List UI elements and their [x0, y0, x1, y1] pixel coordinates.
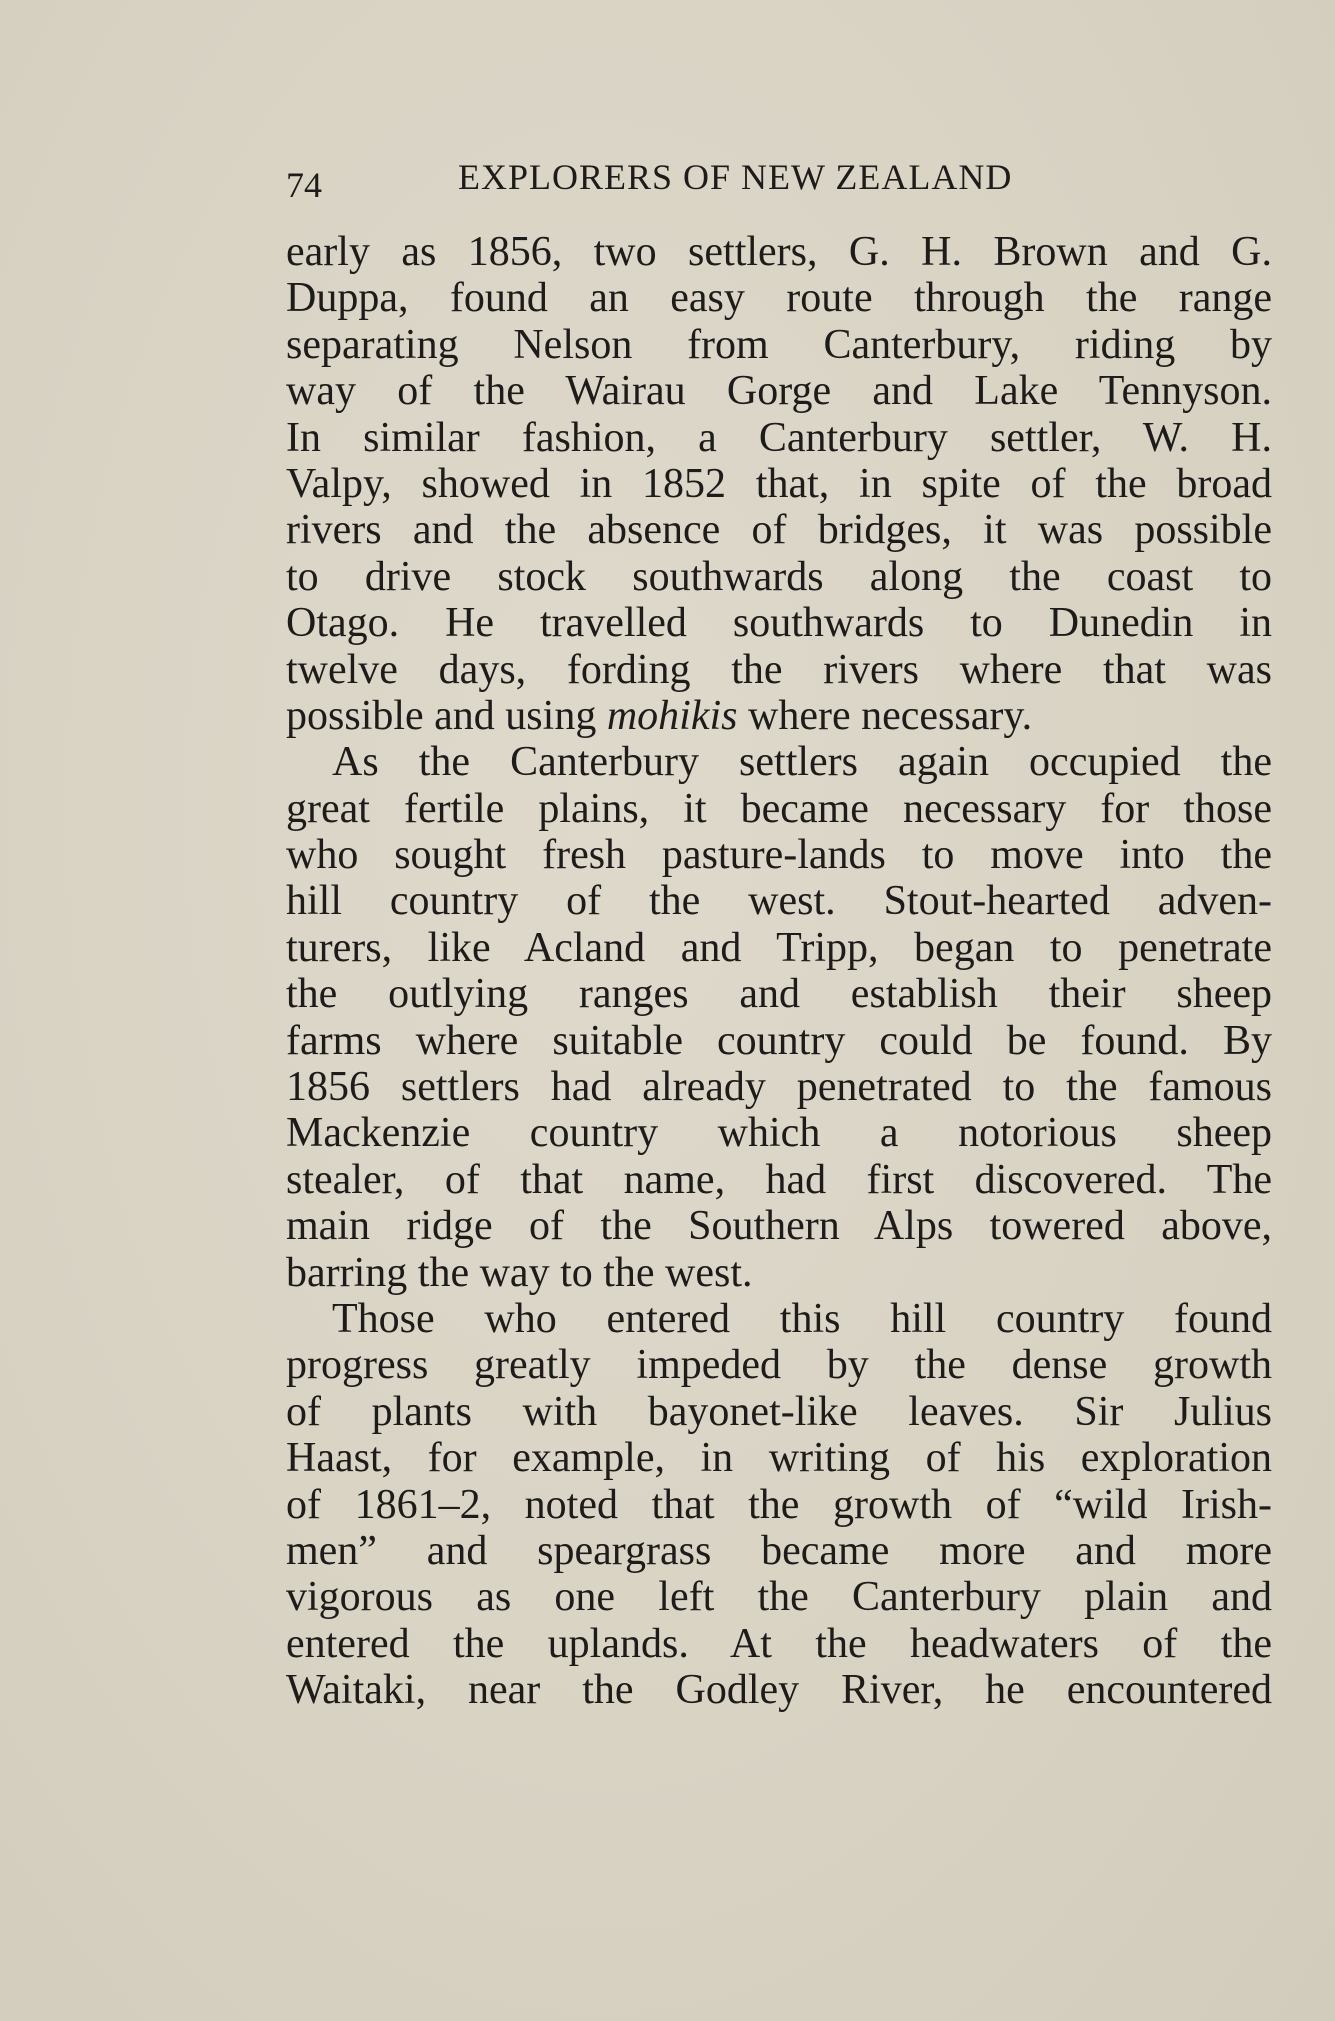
- body-text: [286, 229, 1272, 1714]
- paragraph-first-line: Those who entered this hill country found: [332, 1295, 1272, 1342]
- text-line: 1856 settlers had already penetrated to the famous: [286, 1064, 1272, 1111]
- text-line: great fertile plains, it became necessary for those: [286, 785, 1272, 832]
- text-line: Haast, for example, in writing of his exploration: [286, 1435, 1272, 1482]
- text-line: Mackenzie country which a notorious sheep: [286, 1110, 1272, 1157]
- italic-term: mohikis: [606, 692, 738, 739]
- text-line: early as 1856, two settlers, G. H. Brown and G.: [286, 229, 1272, 275]
- text-line: farms where suitable country could be found. By: [286, 1017, 1272, 1064]
- text-line: main ridge of the Southern Alps towered above,: [286, 1203, 1272, 1250]
- text-line: Valpy, showed in 1852 that, in spite of the broad: [286, 460, 1272, 507]
- text-line: barring the way to the west.: [286, 1249, 753, 1296]
- page-header: [286, 156, 1272, 206]
- text-line: who sought fresh pasture-lands to move into the: [286, 832, 1272, 879]
- text-line: In similar fashion, a Canterbury settler, W. H.: [286, 414, 1272, 461]
- text-line: entered the uplands. At the headwaters of the: [286, 1620, 1272, 1667]
- text-line: [286, 693, 1272, 739]
- text-line: men” and speargrass became more and more: [286, 1527, 1272, 1574]
- text-line: stealer, of that name, had first discovered. The: [286, 1156, 1272, 1203]
- text-line: to drive stock southwards along the coast to: [286, 553, 1272, 600]
- text-span: possible and using: [286, 692, 607, 739]
- text-line: of 1861–2, noted that the growth of “wild Irish-: [286, 1481, 1272, 1528]
- text-span: where necessary.: [737, 692, 1033, 739]
- text-line: rivers and the absence of bridges, it was possible: [286, 507, 1272, 554]
- text-line: progress greatly impeded by the dense growth: [286, 1342, 1272, 1389]
- text-line: Waitaki, near the Godley River, he encountered: [286, 1667, 1272, 1714]
- text-line: way of the Wairau Gorge and Lake Tennyson.: [286, 368, 1272, 415]
- text-line: of plants with bayonet-like leaves. Sir Julius: [286, 1388, 1272, 1435]
- text-line: twelve days, fording the rivers where that was: [286, 646, 1272, 693]
- text-line: vigorous as one left the Canterbury plain and: [286, 1574, 1272, 1621]
- text-line: the outlying ranges and establish their sheep: [286, 971, 1272, 1018]
- text-line: turers, like Acland and Tripp, began to penetrate: [286, 924, 1272, 971]
- paragraph-first-line: As the Canterbury settlers again occupied the: [332, 739, 1272, 786]
- text-line: Otago. He travelled southwards to Dunedin in: [286, 600, 1272, 647]
- text-line: hill country of the west. Stout-hearted adven-: [286, 878, 1272, 925]
- page-number: 74: [286, 165, 322, 205]
- text-line: separating Nelson from Canterbury, riding by: [286, 321, 1272, 368]
- text-line: Duppa, found an easy route through the range: [286, 275, 1272, 322]
- running-title: EXPLORERS OF NEW ZEALAND: [458, 157, 1013, 197]
